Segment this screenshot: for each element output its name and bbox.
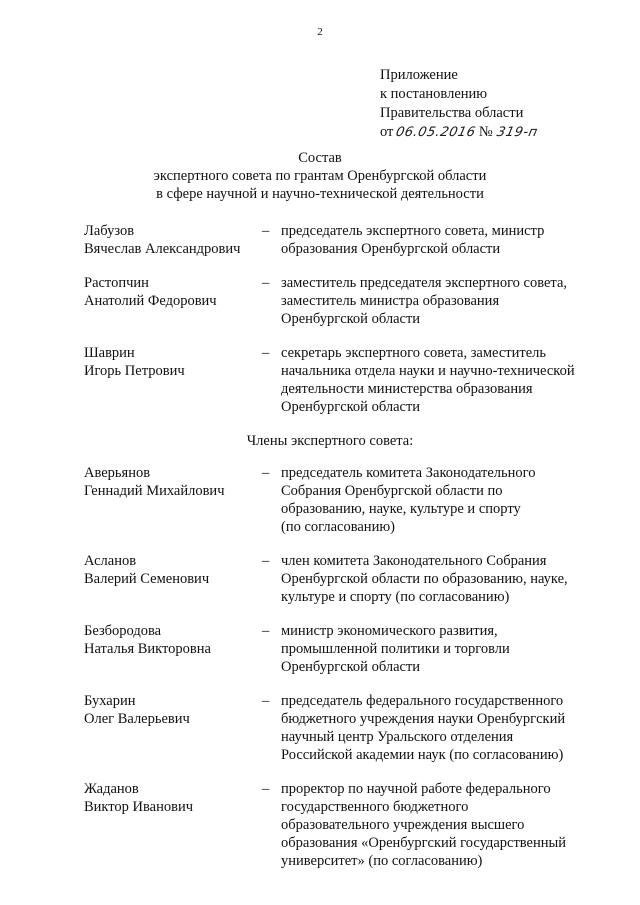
person-role: [281, 274, 597, 328]
role-line: член комитета Законодательного Собрания: [281, 553, 547, 569]
person-role: [281, 464, 597, 536]
role-line: научный центр Уральского отделения: [281, 729, 514, 745]
handwritten-date: 06.05.2016: [394, 125, 478, 140]
person-entry: [84, 222, 604, 258]
person-role: [281, 222, 597, 258]
title-line-3: в сфере научной и научно-технической деятельности: [156, 186, 484, 202]
role-line: председатель комитета Законодательного: [281, 465, 536, 481]
person-role: [281, 344, 597, 416]
person-role: [281, 780, 597, 870]
person-role: [281, 692, 597, 764]
role-line: Оренбургской области: [281, 399, 421, 415]
leaders-list: [84, 222, 604, 416]
dash-separator: –: [262, 553, 270, 569]
document-title: [0, 149, 640, 203]
role-line: культуре и спорту (по согласованию): [281, 589, 510, 605]
council-list: [84, 222, 604, 886]
person-name: [84, 692, 262, 764]
person-surname: Бухарин: [84, 693, 136, 709]
appendix-line-2: к постановлению: [380, 86, 488, 102]
person-surname: Растопчин: [84, 275, 149, 291]
person-name: [84, 274, 262, 328]
dash-separator: –: [262, 275, 270, 291]
person-given-names: Олег Валерьевич: [84, 711, 190, 727]
person-name: [84, 780, 262, 870]
role-line: образованию, науке, культуре и спорту: [281, 501, 521, 517]
role-line: заместитель председателя экспертного совета,: [281, 275, 568, 291]
appendix-date-line: [380, 123, 537, 142]
person-given-names: Игорь Петрович: [84, 363, 185, 379]
person-surname: Аверьянов: [84, 465, 151, 481]
person-name: [84, 344, 262, 416]
dash-separator: –: [262, 623, 270, 639]
person-entry: [84, 344, 604, 416]
role-line: начальника отдела науки и научно-технической: [281, 363, 575, 379]
role-line: министр экономического развития,: [281, 623, 498, 639]
person-name: [84, 464, 262, 536]
number-sign: №: [478, 124, 493, 140]
person-entry: [84, 464, 604, 536]
person-given-names: Анатолий Федорович: [84, 293, 217, 309]
person-given-names: Виктор Иванович: [84, 799, 194, 815]
appendix-block: [380, 66, 537, 142]
person-entry: [84, 622, 604, 676]
person-surname: Лабузов: [84, 223, 135, 239]
role-line: проректор по научной работе федерального: [281, 781, 551, 797]
person-given-names: Наталья Викторовна: [84, 641, 211, 657]
person-name: [84, 552, 262, 606]
role-line: образования «Оренбургский государственный: [281, 835, 567, 851]
person-entry: [84, 274, 604, 328]
role-line: Собрания Оренбургской области по: [281, 483, 503, 499]
role-line: промышленной политики и торговли: [281, 641, 510, 657]
role-line: секретарь экспертного совета, заместитель: [281, 345, 546, 361]
role-line: университет» (по согласованию): [281, 853, 483, 869]
dash-separator: –: [262, 781, 270, 797]
role-line: председатель федерального государственного: [281, 693, 564, 709]
dash-separator: –: [262, 223, 270, 239]
person-surname: Шаврин: [84, 345, 135, 361]
role-line: Оренбургской области: [281, 311, 421, 327]
role-line: образования Оренбургской области: [281, 241, 501, 257]
person-name: [84, 222, 262, 258]
appendix-line-3: Правительства области: [380, 105, 524, 121]
role-line: образовательного учреждения высшего: [281, 817, 525, 833]
person-entry: [84, 552, 604, 606]
person-given-names: Вячеслав Александрович: [84, 241, 241, 257]
role-line: Оренбургской области: [281, 659, 421, 675]
person-name: [84, 622, 262, 676]
page-number: 2: [317, 26, 323, 38]
title-line-1: Состав: [298, 150, 342, 166]
handwritten-number: 319-п: [495, 125, 539, 140]
person-given-names: Валерий Семенович: [84, 571, 210, 587]
person-entry: [84, 692, 604, 764]
members-list: [84, 464, 604, 870]
dash-separator: –: [262, 345, 270, 361]
dash-separator: –: [262, 465, 270, 481]
role-line: бюджетного учреждения науки Оренбургский: [281, 711, 566, 727]
role-line: деятельности министерства образования: [281, 381, 533, 397]
person-role: [281, 622, 597, 676]
person-surname: Жаданов: [84, 781, 139, 797]
person-surname: Асланов: [84, 553, 137, 569]
role-line: государственного бюджетного: [281, 799, 469, 815]
person-surname: Безбородова: [84, 623, 162, 639]
role-line: Оренбургской области по образованию, науке,: [281, 571, 568, 587]
person-role: [281, 552, 597, 606]
role-line: Российской академии наук (по согласованию): [281, 747, 564, 763]
person-given-names: Геннадий Михайлович: [84, 483, 225, 499]
person-entry: [84, 780, 604, 870]
appendix-line-1: Приложение: [380, 67, 458, 83]
role-line: заместитель министра образования: [281, 293, 500, 309]
dash-separator: –: [262, 693, 270, 709]
role-line: (по согласованию): [281, 519, 395, 535]
title-line-2: экспертного совета по грантам Оренбургской области: [153, 168, 487, 184]
role-line: председатель экспертного совета, министр: [281, 223, 545, 239]
members-heading: Члены экспертного совета:: [246, 433, 414, 449]
date-prefix: от: [380, 124, 394, 140]
